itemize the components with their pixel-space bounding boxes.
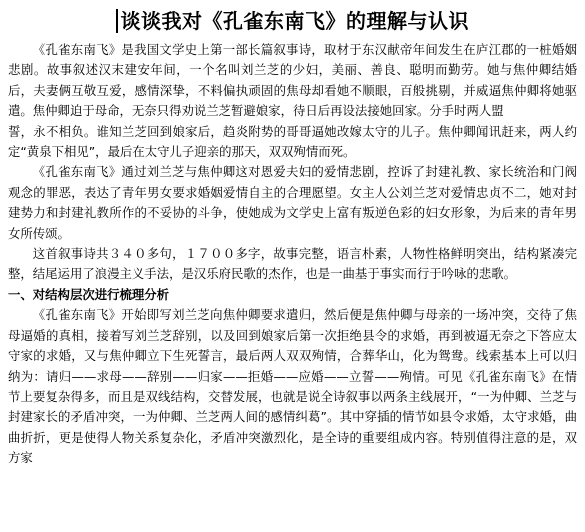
paragraph-structure[interactable]: 《孔雀东南飞》开始即写刘兰芝向焦仲卿要求遣归，然后便是焦仲卿与母亲的一场冲突，交待了焦母逼婚的真相，接着写刘兰芝辞别，以及回到娘家后第一次拒绝县令的求婚，再到被逼无奈之下答应太守家的求婚，又与焦仲卿立下生死誓言，最后两人双双殉情，合葬华山，化为鸳鸯。线索基本上可以归纳为：请归——求母——辞别——归家——拒婚——应婚——立誓——殉情。可见《孔雀东南飞》在情节上要复杂得多，而且是双线结构，交替发展，也就是说全诗叙事以两条主线展开，“一为仲卿、兰芝与封建家长的矛盾冲突，一为仲卿、兰芝两人间的感情纠葛”。其中穿插的情节如县令求婚，太守求婚，曲曲折折，更是使得人物关系复杂化，矛盾冲突激烈化，是全诗的重要组成内容。特别值得注意的是，双方家 bbox=[8, 307, 577, 466]
paragraph-summary[interactable]: 《孔雀东南飞》是我国文学史上第一部长篇叙事诗，取材于东汉献帝年间发生在庐江郡的一桩婚姻悲剧。故事叙述汉末建安年间，一个名叫刘兰芝的少妇，美丽、善良、聪明而勤劳。她与焦仲卿结婚后，夫妻俩互敬互爱，感情深挚，不料偏执顽固的焦母却看她不顺眼，百般挑剔，并威逼焦仲卿将她驱遣。焦仲卿迫于母命，无奈只得劝说兰芝暂避娘家，待日后再设法接她回家。分手时两人盟 bbox=[8, 42, 577, 119]
section-heading[interactable]: 一、对结构层次进行梳理分析 bbox=[8, 286, 170, 302]
document-title-text: 谈谈我对《孔雀东南飞》的理解与认识 bbox=[120, 9, 469, 33]
title-area bbox=[8, 6, 577, 36]
paragraph-form[interactable]: 这首叙事诗共３４０多句，１７００多字，故事完整，语言朴素，人物性格鲜明突出，结构紧凑完整，结尾运用了浪漫主义手法，是汉乐府民歌的杰作，也是一曲基于事实而行于吟咏的悲歌。 bbox=[8, 246, 577, 282]
document-title[interactable] bbox=[116, 6, 469, 36]
paragraph-theme[interactable]: 《孔雀东南飞》通过刘兰芝与焦仲卿这对恩爱夫妇的爱情悲剧，控诉了封建礼教、家长统治和门阀观念的罪恶，表达了青年男女要求婚姻爱情自主的合理愿望。女主人公刘兰芝对爱情忠贞不二，她对封建势力和封建礼教所作的不妥协的斗争，使她成为文学史上富有叛逆色彩的妇女形象，为后来的青年男女所传颂。 bbox=[8, 164, 577, 241]
paragraph-summary-continued[interactable]: 誓，永不相负。谁知兰芝回到娘家后，趋炎附势的哥哥逼她改嫁太守的儿子。焦仲卿闻讯赶来，两人约定“黄泉下相见”，最后在太守儿子迎亲的那天，双双殉情而死。 bbox=[8, 123, 577, 160]
text-cursor bbox=[116, 9, 118, 33]
